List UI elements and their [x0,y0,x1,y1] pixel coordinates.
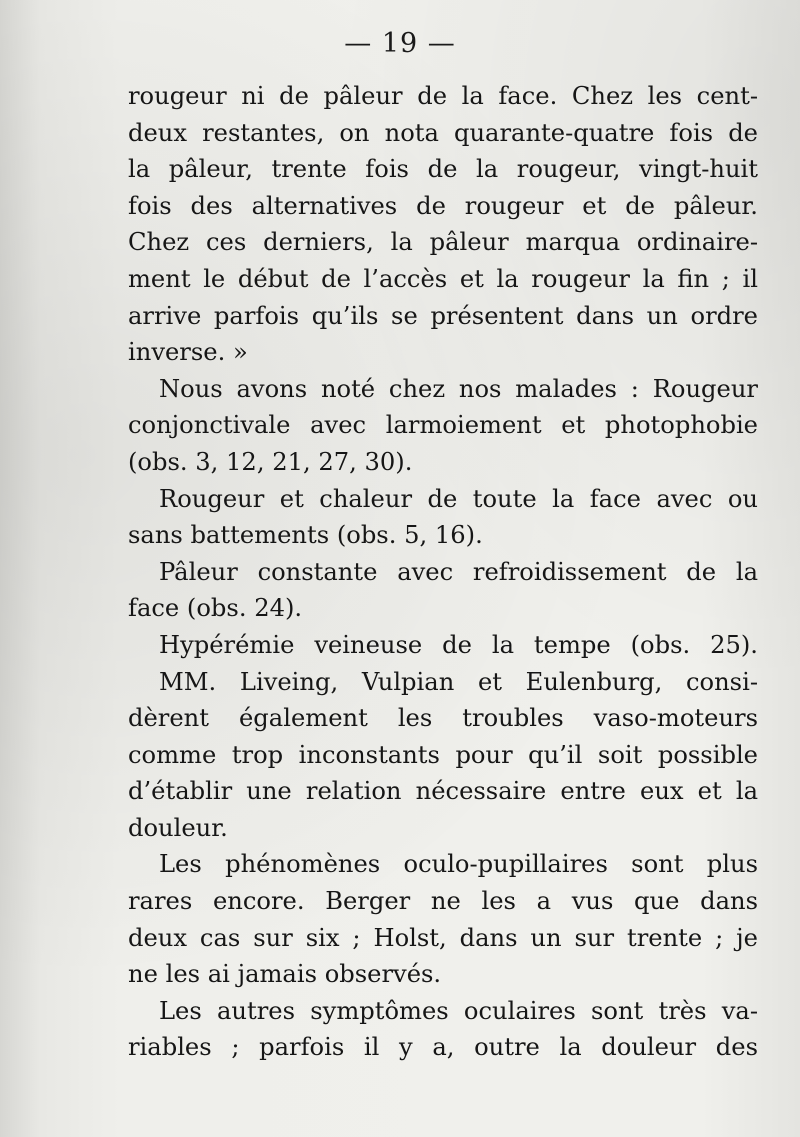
page-number: — 19 — [344,28,456,59]
text-line: d’établir une relation nécessaire entre eux et la [128,777,758,806]
text-line: Nous avons noté chez nos malades : Rougeur [159,374,758,403]
text-line: Les autres symptômes oculaires sont très va- [159,996,758,1025]
text-line: Pâleur constante avec refroidissement de la [159,557,758,586]
text-line: MM. Liveing, Vulpian et Eulenburg, consi- [159,667,758,696]
body-text [128,78,758,1066]
text-line: Hypérémie veineuse de la tempe (obs. 25). [159,630,758,659]
text-line: sans battements (obs. 5, 16). [128,521,483,550]
text-line: ment le début de l’accès et la rougeur la fin ; il [128,264,758,293]
text-line: inverse. » [128,338,248,367]
text-line: Chez ces derniers, la pâleur marqua ordinaire- [128,228,758,257]
text-line: ne les ai jamais observés. [128,960,442,989]
text-line: face (obs. 24). [128,594,303,623]
text-line: comme trop inconstants pour qu’il soit possible [128,740,758,769]
text-line: arrive parfois qu’ils se présentent dans un ordre [128,301,758,330]
text-line: (obs. 3, 12, 21, 27, 30). [128,447,413,476]
text-line: douleur. [128,813,228,842]
text-line: conjonctivale avec larmoiement et photophobie [128,411,758,440]
text-line: la pâleur, trente fois de la rougeur, vingt-huit [128,155,758,184]
text-line: fois des alternatives de rougeur et de pâleur. [128,191,758,220]
text-line: deux cas sur six ; Holst, dans un sur trente ; je [128,923,758,952]
text-line: rares encore. Berger ne les a vus que dans [128,887,758,916]
text-line: rougeur ni de pâleur de la face. Chez les cent- [128,82,758,110]
text-line: riables ; parfois il y a, outre la douleur des [128,1033,758,1062]
text-line: Les phénomènes oculo-pupillaires sont plus [159,850,758,879]
text-line: dèrent également les troubles vaso-moteurs [128,704,758,733]
text-line: Rougeur et chaleur de toute la face avec ou [159,484,758,513]
text-line: deux restantes, on nota quarante-quatre fois de [128,118,758,147]
